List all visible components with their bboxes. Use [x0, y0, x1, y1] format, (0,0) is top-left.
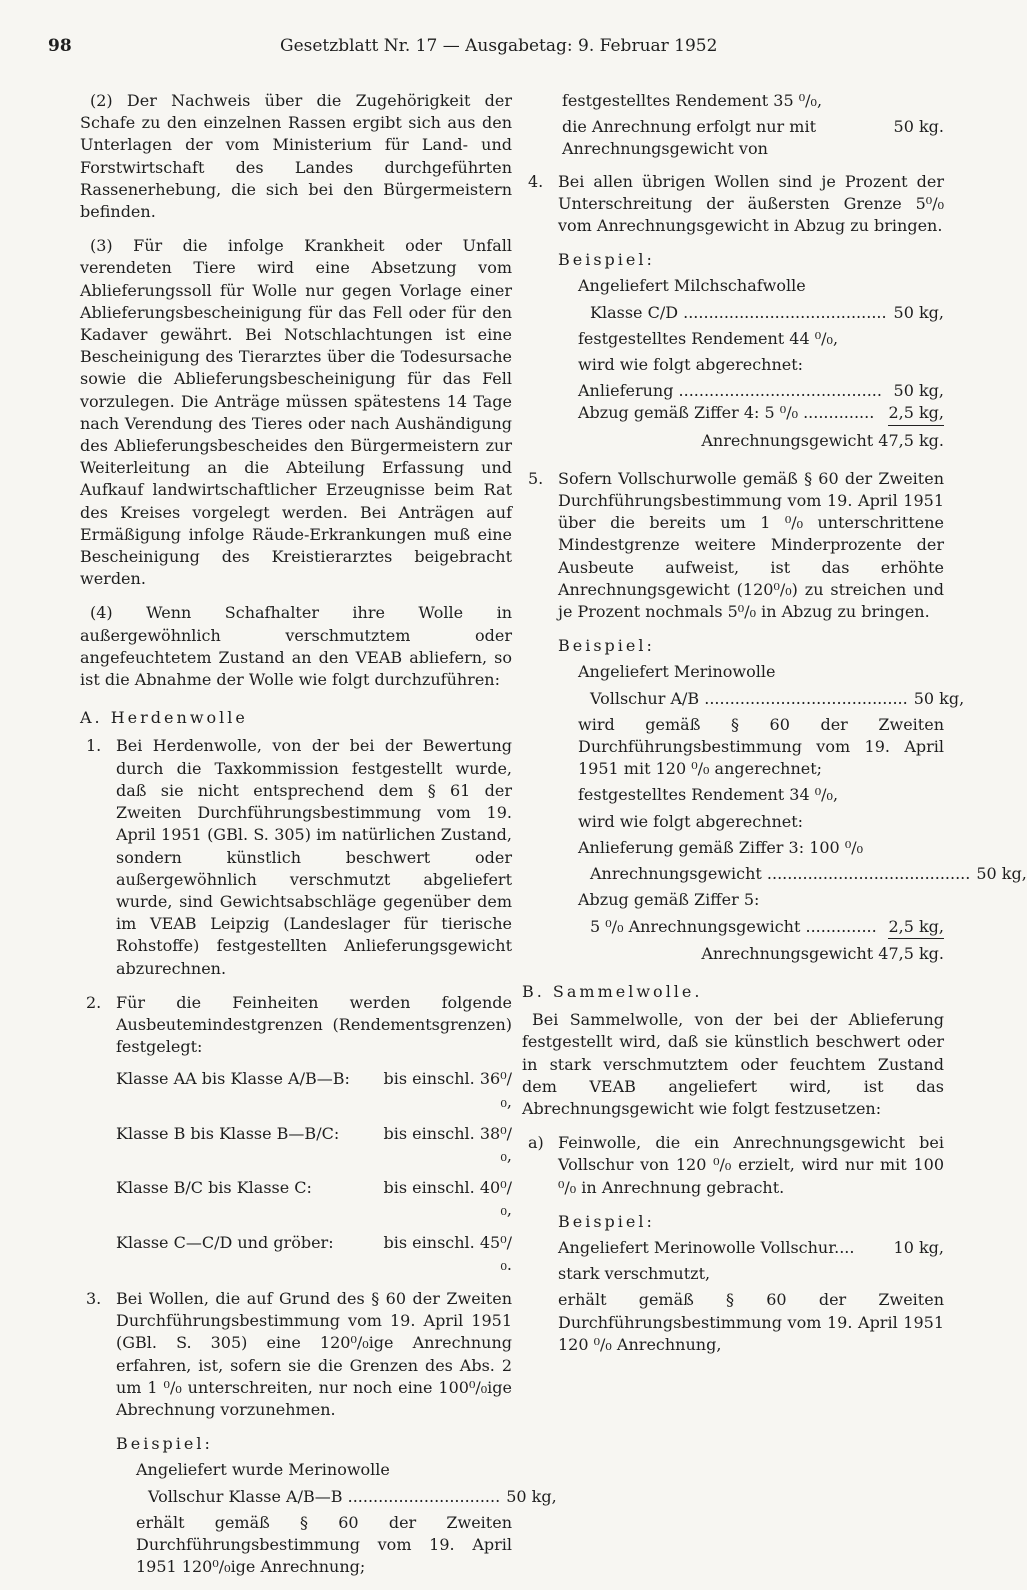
example-line: Anlieferung gemäß Ziffer 3: 100 ⁰/₀ [578, 837, 864, 857]
item-text: Bei Herdenwolle, von der bei der Bewertung durch die Taxkommission festgestellt wurde, daß sie nicht entsprechend dem § 61 der Zweiten Durchführungsbestimmung vom 19. April 1951 (GBl. S. 305) im natürlichen Zustand, sondern künstlich beschwert oder außergewöhnlich verschmutzt abgeliefert wurde, sind Gewichtsabschläge gegenüber dem im VEAB Leipzig (Landeslager für tierische Rohstoffe) festgestellten Anlieferungsgewicht abzurechnen. [116, 736, 512, 978]
example-line: Angeliefert Milchschafwolle [578, 276, 806, 296]
example-line: festgestelltes Rendement 44 ⁰/₀, [578, 328, 839, 348]
klasse-name: Klasse B bis Klasse B—B/C: [116, 1123, 340, 1143]
example-label: Vollschur A/B ........................................ [590, 688, 908, 708]
left-column [80, 90, 557, 1590]
beispiel-label: Beispiel: [558, 1211, 655, 1231]
example-line: wird wie folgt abgerechnet: [578, 355, 804, 375]
klasse-row [116, 1123, 512, 1167]
example-line: festgestelltes Rendement 34 ⁰/₀, [578, 785, 839, 805]
heading-herdenwolle: A. Herdenwolle [80, 708, 248, 728]
example-line: Angeliefert wurde Merinowolle [136, 1460, 390, 1480]
example-value: 50 kg, [893, 302, 944, 322]
example-block [136, 1459, 557, 1578]
item-number: 4. [528, 171, 544, 191]
example-value: 10 kg, [893, 1237, 944, 1257]
heading-sammelwolle: B. Sammelwolle. [522, 981, 703, 1001]
example-label: die Anrechnung erfolgt nur mit Anrechnungsgewicht von [562, 117, 817, 159]
klasse-row [116, 1177, 512, 1221]
example-line [578, 688, 965, 710]
example-line: stark verschmutzt, [558, 1264, 711, 1284]
example-label: Anlieferung ........................................ [578, 381, 882, 401]
example-line [136, 1486, 557, 1508]
example-total: Anrechnungsgewicht 47,5 kg. [701, 943, 944, 963]
paragraph-sammelwolle: Bei Sammelwolle, von der bei der Ablieferung festgestellt wird, daß sie künstlich beschwert oder in stark verschmutztem oder feuchtem Zustand dem VEAB angeliefert wird, ist das Abrechnungsgewicht wie folgt festzusetzen: [522, 1010, 944, 1118]
item-number: 1. [86, 736, 102, 756]
paragraph-3: (3) Für die infolge Krankheit oder Unfall verendeten Tiere wird eine Absetzung vom Ablieferungssoll für Wolle nur gegen Vorlage einer Ablieferungsbescheinigung für das Fell oder für den Kadaver gewährt. Bei Notschlachtungen ist eine Bescheinigung des Tierarztes über die Todesursache sowie die Ablieferungsbescheinigung für das Fell vorzulegen. Die Anträge müssen spätestens 14 Tage nach Verendung des Tieres oder nach Aushändigung des Ablieferungsbescheides den Bürgermeistern zur Weiterleitung an die Abteilung Erfassung und Aufkauf landwirtschaftlicher Erzeugnisse beim Rat des Kreises vorgelegt werden. Bei Anträgen auf Ermäßigung infolge Räude-Erkrankungen muß eine Bescheinigung des Kreistierarztes beigebracht werden. [80, 236, 512, 589]
beispiel-label: Beispiel: [558, 250, 655, 270]
klasse-row [116, 1232, 512, 1276]
example-line: festgestelltes Rendement 35 ⁰/₀, [562, 91, 823, 110]
beispiel-label: Beispiel: [558, 636, 655, 656]
example-label: Abzug gemäß Ziffer 4: 5 ⁰/₀ .............. [578, 403, 875, 423]
item-text: Bei allen übrigen Wollen sind je Prozent der Unterschreitung der äußersten Grenze 5⁰/₀ vom Anrechnungsgewicht in Abzug zu bringen. [558, 171, 944, 236]
item-number: 5. [528, 468, 544, 488]
example-label: Klasse C/D ........................................ [590, 302, 887, 322]
example-value: 50 kg, [893, 381, 944, 401]
example-line [578, 380, 944, 402]
list-item-1 [80, 735, 512, 979]
example-line [578, 302, 944, 324]
example-value: 50 kg, [506, 1486, 557, 1506]
example-line: wird gemäß § 60 der Zweiten Durchführungsbestimmung vom 19. April 1951 mit 120 ⁰/₀ angerechnet; [578, 714, 944, 779]
klasse-name: Klasse C—C/D und gröber: [116, 1232, 334, 1252]
beispiel-label: Beispiel: [116, 1434, 213, 1454]
example-line: Angeliefert Merinowolle [578, 662, 776, 682]
klasse-value: bis einschl. 38⁰/₀, [383, 1123, 512, 1165]
example-block [578, 661, 1027, 964]
klasse-name: Klasse AA bis Klasse A/B—B: [116, 1069, 350, 1089]
example-label: Vollschur Klasse A/B—B .............................. [148, 1486, 501, 1506]
example-value: 50 kg. [893, 117, 944, 137]
example-label: Angeliefert Merinowolle Vollschur.... [558, 1237, 855, 1257]
example-line [578, 402, 944, 425]
klasse-name: Klasse B/C bis Klasse C: [116, 1178, 312, 1198]
example-line [562, 116, 944, 160]
example-line: Abzug gemäß Ziffer 5: [578, 890, 760, 910]
item-number: 3. [86, 1288, 102, 1308]
right-column [522, 90, 1027, 1368]
example-value: 2,5 kg, [888, 402, 944, 425]
item-text: Bei Wollen, die auf Grund des § 60 der Zweiten Durchführungsbestimmung vom 19. April 1951 (GBl. S. 305) eine 120⁰/₀ige Anrechnung erfahren, ist, sofern sie die Grenzen des Abs. 2 um 1 ⁰/₀ unterschreiten, nur noch eine 100⁰/₀ige Abrechnung vorzunehmen. [116, 1288, 512, 1419]
list-item-2 [80, 992, 512, 1276]
page-header [48, 36, 948, 66]
example-continuation [562, 90, 944, 161]
item-number: a) [528, 1133, 544, 1153]
item-number: 2. [86, 992, 102, 1012]
example-block [558, 1237, 944, 1356]
page-number: 98 [48, 36, 72, 56]
item-text: Für die Feinheiten werden folgende Ausbeutemindestgrenzen (Rendementsgrenzen) festgelegt: [116, 992, 512, 1057]
list-item-3 [80, 1288, 557, 1578]
klasse-value: bis einschl. 40⁰/₀, [383, 1178, 512, 1220]
example-line [578, 916, 944, 939]
example-value: 2,5 kg, [888, 916, 944, 939]
klasse-row [116, 1068, 512, 1112]
example-value: 50 kg, [913, 688, 965, 708]
example-line [578, 863, 1027, 885]
example-line: wird wie folgt abgerechnet: [578, 811, 804, 831]
page-title: Gesetzblatt Nr. 17 — Ausgabetag: 9. Februar 1952 [280, 36, 718, 56]
example-label: 5 ⁰/₀ Anrechnungsgewicht .............. [590, 916, 877, 936]
list-item-4 [522, 171, 944, 452]
list-item-a [522, 1132, 944, 1356]
list-item-5 [522, 468, 1027, 965]
example-line [558, 1237, 944, 1259]
example-total: Anrechnungsgewicht 47,5 kg. [701, 430, 944, 450]
example-line: erhält gemäß § 60 der Zweiten Durchführungsbestimmung vom 19. April 1951 120⁰/₀ige Anrechnung; [136, 1512, 512, 1577]
klasse-value: bis einschl. 36⁰/₀, [383, 1069, 512, 1111]
example-label: Anrechnungsgewicht ........................................ [590, 864, 971, 884]
item-text: Feinwolle, die ein Anrechnungsgewicht bei Vollschur von 120 ⁰/₀ erzielt, wird nur mit 100 ⁰/₀ in Anrechnung gebracht. [558, 1133, 944, 1197]
item-text: Sofern Vollschurwolle gemäß § 60 der Zweiten Durchführungsbestimmung vom 19. April 1951 über die bereits um 1 ⁰/₀ unterschrittene Mindestgrenze weitere Minderprozente der Ausbeute aufweist, ist das erhöhte Anrechnungsgewicht (120⁰/₀) zu streichen und je Prozent nochmals 5⁰/₀ in Abzug zu bringen. [558, 468, 944, 622]
example-line: erhält gemäß § 60 der Zweiten Durchführungsbestimmung vom 19. April 1951 120 ⁰/₀ Anrechnung, [558, 1290, 944, 1354]
paragraph-2: (2) Der Nachweis über die Zugehörigkeit der Schafe zu den einzelnen Rassen ergibt sich aus den Unterlagen der vom Ministerium für Land- und Forstwirtschaft des Landes durchgeführten Rassenerhebung, die sich bei den Bürgermeistern befinden. [80, 91, 512, 222]
example-value: 50 kg, [976, 864, 1027, 884]
klasse-value: bis einschl. 45⁰/₀. [383, 1232, 512, 1274]
paragraph-4: (4) Wenn Schafhalter ihre Wolle in außergewöhnlich verschmutztem oder angefeuchtetem Zustand an den VEAB abliefern, so ist die Abnahme der Wolle wie folgt durchzuführen: [80, 603, 512, 690]
example-block [578, 275, 944, 451]
